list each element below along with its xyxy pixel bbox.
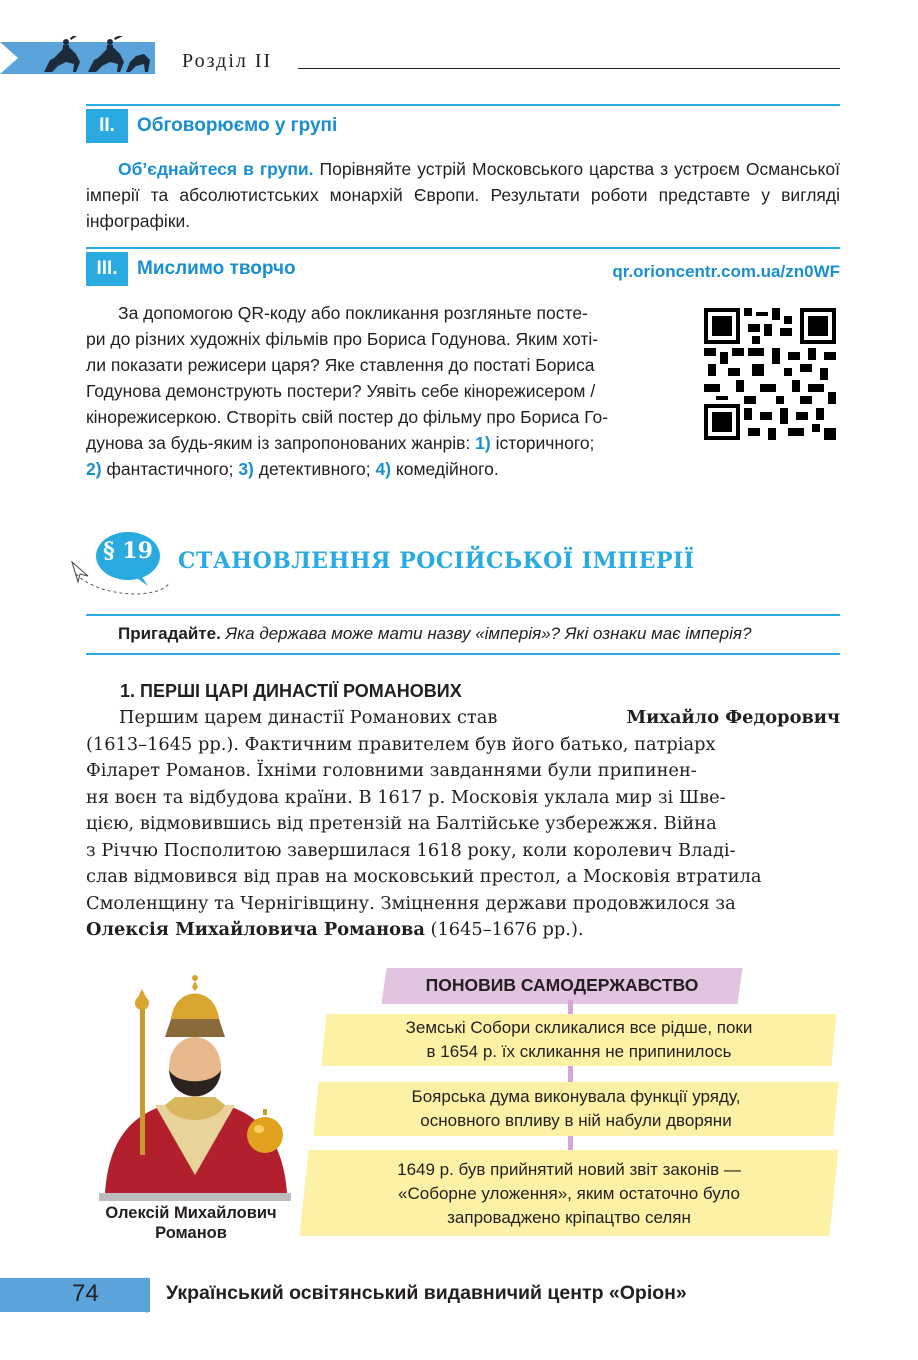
part1-line: (1613–1645 рр.). Фактичним правителем був його батько, патріарх [86, 733, 716, 755]
section2-rule-top [86, 104, 840, 106]
section2-lead: Об’єднайтеся в групи. [118, 159, 314, 179]
section3-line: кінорежисеркою. Створіть свій постер до фільму про Бориса Го- [86, 407, 609, 427]
part1-line: з Річчю Посполитою завершилася 1618 року, коли королевич Владі- [86, 839, 736, 861]
section2-paragraph [86, 156, 840, 234]
chapter-title: СТАНОВЛЕННЯ РОСІЙСЬКОЇ ІМПЕРІЇ [178, 548, 695, 574]
header-arrow [0, 42, 18, 74]
remember-text: Яка держава може мати назву «імперія»? Які ознаки має імперія? [225, 624, 752, 643]
part1-line: Олексія Михайловича Романова (1645–1676 рр.). [86, 919, 584, 940]
bold-name-oleksiy: Олексія Михайловича Романова [86, 919, 425, 940]
part1-line: слав відмовився від прав на московський престол, а Московія втратила [86, 866, 762, 887]
part1-line: Смоленщину та Чернігівщину. Зміцнення держави продовжилося за [86, 892, 736, 914]
section3-line: ли показати режисери царя? Яке ставлення до постаті Бориса [86, 355, 595, 375]
part1-line: Першим царем династії Романових став Михайло Федорович [86, 705, 840, 732]
section3-line: 2) фантастичного; 3) детективного; 4) комедійного. [86, 459, 499, 479]
remember-lead: Пригадайте. [118, 624, 221, 643]
section3-number: III. [86, 252, 128, 286]
infographic-box-3: 1649 р. був прийнятий новий звіт законів — «Соборне уложення», яким остаточно було запроваджено кріпацтво селян [397, 1160, 741, 1227]
section3-line: За допомогою QR-коду або покликання розгляньте посте- [118, 303, 588, 323]
section-label: Розділ II [182, 50, 273, 72]
qr-code-icon[interactable] [704, 308, 836, 440]
part1-line: цією, відмовившись від претензій на Балтійське узбережжя. Війна [86, 813, 717, 834]
section2-title: Обговорюємо у групі [137, 115, 338, 136]
remember-line [118, 624, 840, 644]
page-number: 74 [72, 1280, 99, 1307]
section3-paragraph [86, 300, 676, 482]
part1-heading: 1. ПЕРШІ ЦАРІ ДИНАСТІЇ РОМАНОВИХ [120, 681, 462, 701]
infographic-box-2: Боярська дума виконувала функції уряду, основного впливу в ній набули дворяни [411, 1087, 741, 1130]
chevron-left-icon [128, 1276, 150, 1314]
section3-line: ри до різних художніх фільмів про Бориса Годунова. Яким хоті- [86, 329, 599, 349]
infographic-box-1: Земські Собори скликалися все рідше, поки в 1654 р. їх скликання не припинилось [405, 1018, 753, 1061]
part1-paragraph [86, 705, 840, 944]
tsar-portrait-image [95, 975, 295, 1205]
section2-number: II. [86, 109, 128, 143]
section3-rule-top [86, 247, 840, 249]
part1-line: ня воєн та відбудова країни. В 1617 р. Московія уклала мир зі Шве- [86, 786, 726, 808]
section2-text: Порівняйте устрій Московського царства з устроєм Османської імперії та абсолютистських монархій Європи. Результати роботи представте у вигляді інфографіки. [86, 159, 840, 231]
qr-link[interactable]: qr.orioncentr.com.ua/zn0WF [612, 262, 840, 281]
portrait-caption: Олексій Михайлович Романов [105, 1204, 277, 1242]
infographic-tag: ПОНОВИВ САМОДЕРЖАВСТВО [425, 975, 699, 995]
bold-name-mikhail: Михайло Федорович [626, 707, 840, 728]
remember-rule-top [86, 614, 840, 616]
header-rule [298, 68, 840, 69]
part1-line: Філарет Романов. Їхніми головними завданнями були припинен- [86, 760, 697, 781]
publisher-name: Український освітянський видавничий центр «Оріон» [166, 1282, 687, 1304]
remember-rule-bottom [86, 653, 840, 655]
chapter-number: § 19 [103, 538, 153, 564]
section3-line: Годунова демонструють постери? Уявіть себе кінорежисером / [86, 381, 596, 401]
horsemen-icon [40, 36, 152, 76]
section3-title: Мислимо творчо [137, 258, 296, 279]
section3-line: дунова за будь-яким із запропонованих жанрів: 1) історичного; [86, 433, 595, 453]
